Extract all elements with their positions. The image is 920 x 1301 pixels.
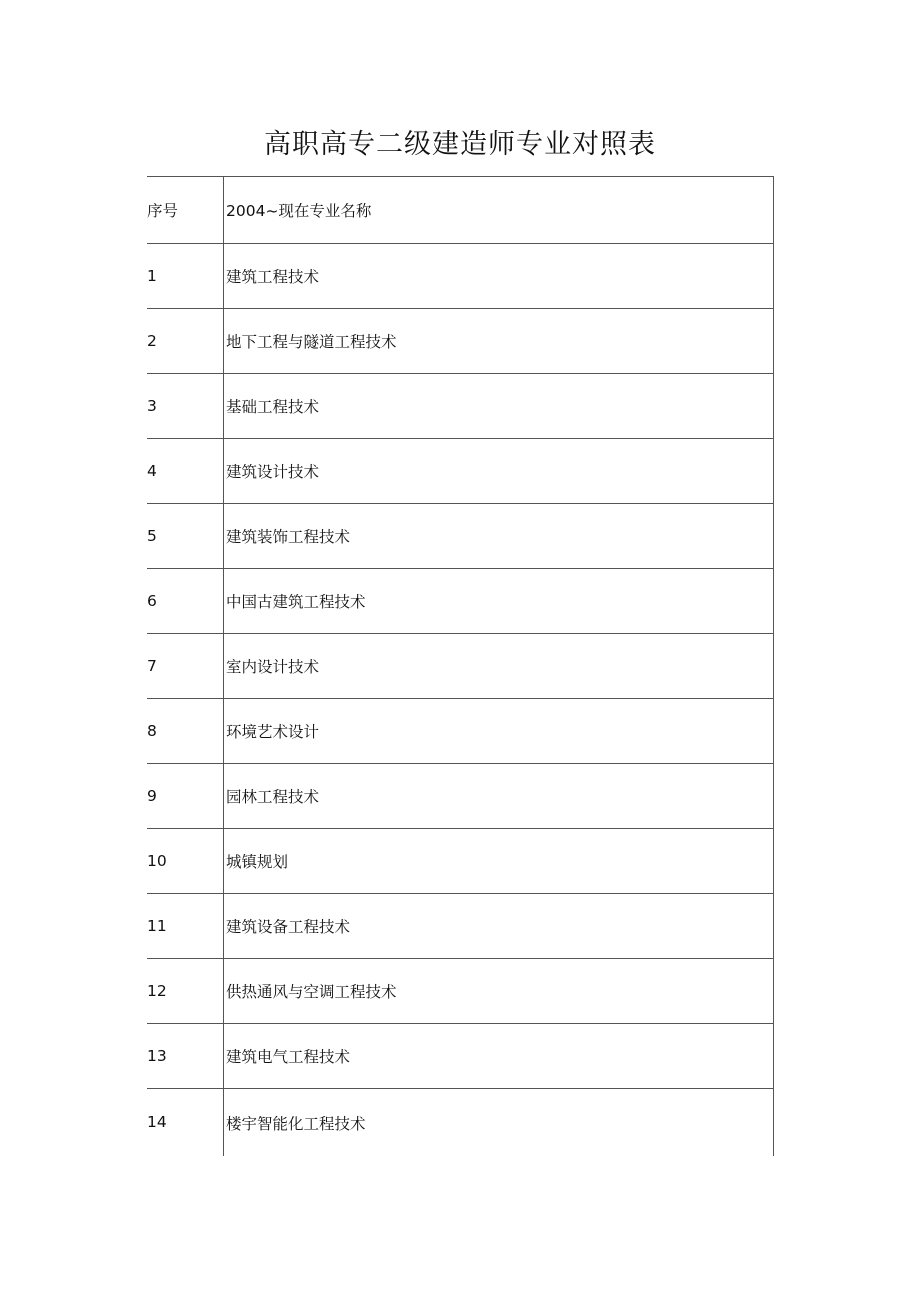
- serial-number-cell: 5: [147, 527, 157, 545]
- serial-number-cell: 13: [147, 1047, 167, 1065]
- table-row: [147, 439, 774, 504]
- major-name-cell: 建筑装饰工程技术: [223, 504, 774, 568]
- serial-number-cell: 6: [147, 592, 157, 610]
- major-name-cell: 中国古建筑工程技术: [223, 569, 774, 633]
- table-row: [147, 894, 774, 959]
- table-row: [147, 244, 774, 309]
- table-header-row: [147, 177, 774, 244]
- major-table: [147, 176, 774, 1155]
- major-name-cell: 供热通风与空调工程技术: [223, 959, 774, 1023]
- major-name-cell: 城镇规划: [223, 829, 774, 893]
- serial-number-cell: 8: [147, 722, 157, 740]
- page-title: 高职高专二级建造师专业对照表: [264, 129, 656, 160]
- serial-number-cell: 12: [147, 982, 167, 1000]
- major-name-cell: 地下工程与隧道工程技术: [223, 309, 774, 373]
- table-row: [147, 1089, 774, 1155]
- major-name-cell: 环境艺术设计: [223, 699, 774, 763]
- table-row: [147, 634, 774, 699]
- table-row: [147, 699, 774, 764]
- serial-number-cell: 1: [147, 267, 157, 285]
- serial-number-cell: 10: [147, 852, 167, 870]
- table-row: [147, 374, 774, 439]
- serial-number-cell: 3: [147, 397, 157, 415]
- serial-number-cell: 4: [147, 462, 157, 480]
- table-row: [147, 1024, 774, 1089]
- major-name-cell: 建筑工程技术: [223, 244, 774, 308]
- table-row: [147, 504, 774, 569]
- major-name-cell: 建筑设备工程技术: [223, 894, 774, 958]
- table-row: [147, 569, 774, 634]
- table-row: [147, 829, 774, 894]
- major-name-cell: 室内设计技术: [223, 634, 774, 698]
- major-name-cell: 园林工程技术: [223, 764, 774, 828]
- table-row: [147, 959, 774, 1024]
- serial-number-cell: 7: [147, 657, 157, 675]
- serial-number-cell: 2: [147, 332, 157, 350]
- serial-number-cell: 14: [147, 1113, 167, 1131]
- major-name-cell: 基础工程技术: [223, 374, 774, 438]
- table-row: [147, 309, 774, 374]
- serial-number-cell: 9: [147, 787, 157, 805]
- header-serial-number: 序号: [147, 202, 179, 220]
- serial-number-cell: 11: [147, 917, 167, 935]
- header-major-name: 2004~现在专业名称: [223, 177, 774, 243]
- major-name-cell: 楼宇智能化工程技术: [223, 1089, 774, 1156]
- major-name-cell: 建筑电气工程技术: [223, 1024, 774, 1088]
- table-row: [147, 764, 774, 829]
- major-name-cell: 建筑设计技术: [223, 439, 774, 503]
